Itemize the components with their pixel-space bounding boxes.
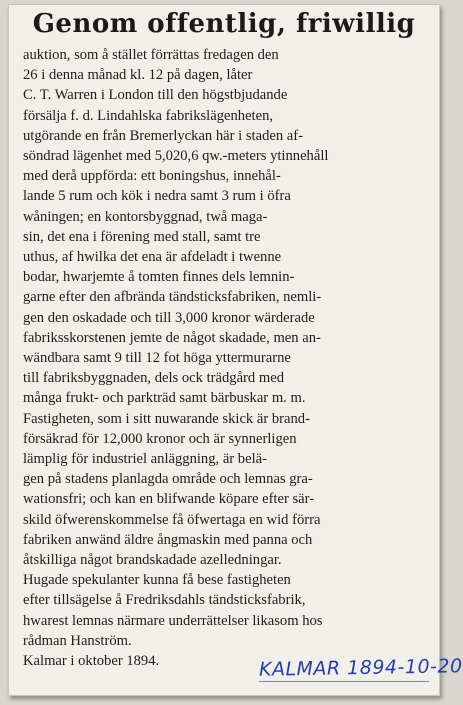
article-line: utgörande en från Bremerlyckan här i staden af-: [23, 127, 303, 144]
article-line: rådman Hanström.: [23, 632, 132, 649]
article-line: C. T. Warren i London till den högstbjudande: [23, 87, 288, 104]
article-line: försälja f. d. Lindahlska fabrikslägenheten,: [23, 107, 274, 124]
article-line: wändbara samt 9 till 12 fot höga yttermurarne: [23, 350, 291, 367]
article-line: med derå uppförda: ett boningshus, innehål-: [23, 168, 281, 185]
article-line: uthus, af hwilka det ena är afdeladt i twenne: [23, 249, 282, 266]
article-line: gen den oskadade och till 3,000 kronor wärderade: [23, 309, 315, 326]
article-line: sin, det ena i förening med stall, samt tre: [23, 228, 261, 245]
article-line: försäkrad för 12,000 kronor och är synnerligen: [23, 430, 297, 447]
article-line: hwarest lemnas närmare underrättelser likasom hos: [23, 612, 323, 629]
article-line: 26 i denna månad kl. 12 på dagen, låter: [23, 67, 253, 84]
dateline: Kalmar i oktober 1894.: [23, 653, 160, 670]
article-line: lande 5 rum och kök i nedra samt 3 rum i öfra: [23, 188, 291, 205]
article-line: gen på stadens planlagda område och lemnas gra-: [23, 471, 313, 488]
article-line: Fastigheten, som i sitt nuwarande skick är brand-: [23, 410, 310, 427]
article-line: bodar, hwarjemte å tomten finnes dels lemnin-: [23, 269, 295, 286]
article-body: [23, 45, 427, 671]
article-line: fabriken anwänd äldre ångmaskin med panna och: [23, 531, 313, 548]
article-line: många frukt- och parkträd samt bärbuskar m. m.: [23, 390, 306, 407]
article-line: Hugade spekulanter kunna få bese fastigheten: [23, 572, 291, 589]
newspaper-clipping: [8, 4, 463, 696]
article-line: söndrad lägenhet med 5,020,6 qw.-meters ytinnehåll: [23, 148, 329, 165]
article-line: åtskilliga något brandskadade azelledningar.: [23, 552, 282, 569]
handwritten-underline: [259, 681, 429, 682]
article-line: lämplig för industriel anläggning, är belä-: [23, 451, 267, 468]
article-line: wåningen; en kontorsbyggnad, twå maga-: [23, 208, 268, 225]
article-line: till fabriksbyggnaden, dels ock trädgård med: [23, 370, 284, 387]
article-line: skild öfwerenskommelse få öfwertaga en wid förra: [23, 511, 321, 528]
headline: Genom offentlig, friwillig: [32, 9, 416, 39]
article-line: garne efter den afbrända tändsticksfabriken, nemli-: [23, 289, 322, 306]
handwritten-date-note: KALMAR 1894-10-20: [258, 655, 463, 681]
article-line: auktion, som å stället förrättas fredagen den: [23, 47, 279, 63]
article-line: efter tillsägelse å Fredriksdahls tändsticksfabrik,: [23, 592, 306, 609]
article-line: fabriksskorstenen jemte de något skadade, men an-: [23, 329, 321, 346]
article-line: wationsfri; och kan en blifwande köpare efter sär-: [23, 491, 315, 508]
